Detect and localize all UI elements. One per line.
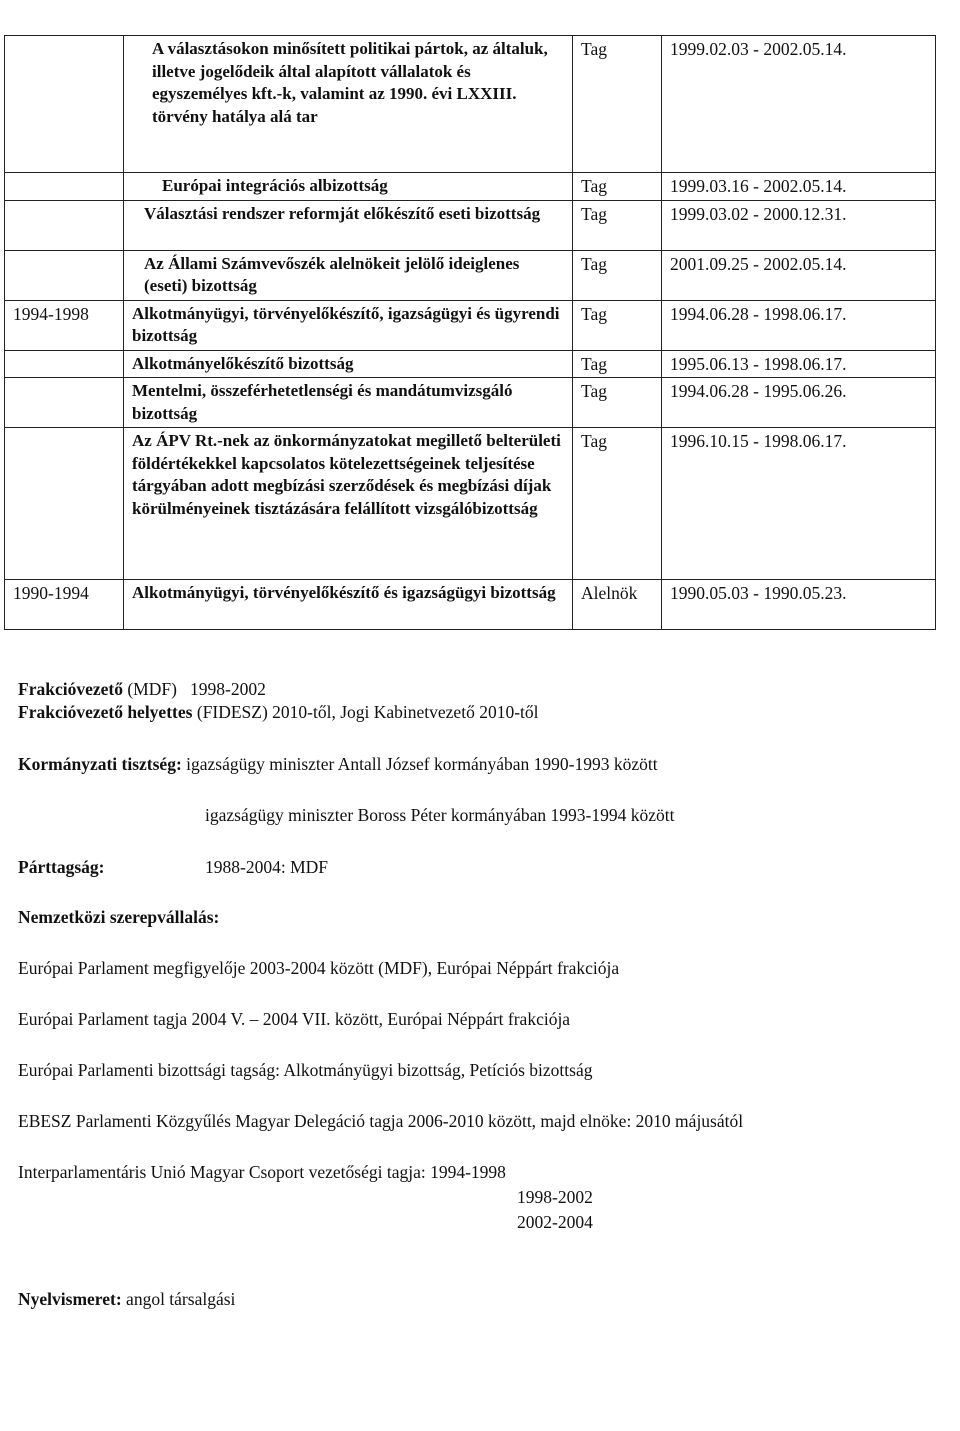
ipu-period: 2002-2004 xyxy=(517,1212,593,1232)
fraction-leader-text: (MDF) 1998-2002 xyxy=(122,679,266,699)
international-item: Európai Parlament tagja 2004 V. – 2004 VII. között, Európai Néppárt frakciója xyxy=(18,1009,571,1029)
language-label: Nyelvismeret: xyxy=(18,1289,122,1309)
committee-name: Választási rendszer reformját előkészítő eseti bizottság xyxy=(124,200,573,250)
table-row xyxy=(5,428,936,580)
period-cell xyxy=(5,428,124,580)
government-label: Kormányzati tisztség: xyxy=(18,754,182,774)
committee-name: Az ÁPV Rt.-nek az önkormányzatokat megillető belterületi földértékekkel kapcsolatos kötelezettségeinek teljesítése tárgyában adott megbízási szerződések és megbízási díjak körülményeinek tisztázására felállított vizsgálóbizottság xyxy=(124,428,573,580)
dates-cell: 1999.03.02 - 2000.12.31. xyxy=(662,200,936,250)
role-cell: Tag xyxy=(573,350,662,378)
international-item: EBESZ Parlamenti Közgyűlés Magyar Delegáció tagja 2006-2010 között, majd elnöke: 2010 májusától xyxy=(18,1111,744,1131)
committee-name: Alkotmányügyi, törvényelőkészítő és igazságügyi bizottság xyxy=(124,580,573,630)
role-cell: Tag xyxy=(573,173,662,201)
dates-cell: 1999.03.16 - 2002.05.14. xyxy=(662,173,936,201)
international-item: Európai Parlamenti bizottsági tagság: Alkotmányügyi bizottság, Petíciós bizottság xyxy=(18,1060,593,1080)
fraction-deputy-label: Frakcióvezető helyettes xyxy=(18,702,193,722)
government-line1: igazságügy miniszter Antall József kormányában 1990-1993 között xyxy=(181,754,658,774)
role-cell: Tag xyxy=(573,300,662,350)
committee-table xyxy=(4,35,936,630)
committee-name: Az Állami Számvevőszék alelnökeit jelölő ideiglenes (eseti) bizottság xyxy=(124,250,573,300)
table-row xyxy=(5,300,936,350)
role-cell: Alelnök xyxy=(573,580,662,630)
fraction-deputy-text: (FIDESZ) 2010-től, Jogi Kabinetvezető 2010-től xyxy=(192,702,539,722)
language-value: angol társalgási xyxy=(121,1289,236,1309)
table-row xyxy=(5,250,936,300)
fraction-leader-line xyxy=(18,678,266,700)
committee-name: Mentelmi, összeférhetetlenségi és mandátumvizsgáló bizottság xyxy=(124,378,573,428)
committee-name: Európai integrációs albizottság xyxy=(124,173,573,201)
dates-cell: 2001.09.25 - 2002.05.14. xyxy=(662,250,936,300)
international-item: Európai Parlament megfigyelője 2003-2004 között (MDF), Európai Néppárt frakciója xyxy=(18,958,620,978)
party-value: 1988-2004: MDF xyxy=(205,857,328,877)
dates-cell: 1994.06.28 - 1995.06.26. xyxy=(662,378,936,428)
party-label: Párttagság: xyxy=(18,857,105,877)
international-label: Nemzetközi szerepvállalás: xyxy=(18,907,220,927)
fraction-leader-label: Frakcióvezető xyxy=(18,679,123,699)
period-cell: 1994-1998 xyxy=(5,300,124,350)
period-cell xyxy=(5,200,124,250)
ipu-period: 1998-2002 xyxy=(517,1187,593,1207)
period-cell xyxy=(5,36,124,173)
dates-cell: 1999.02.03 - 2002.05.14. xyxy=(662,36,936,173)
role-cell: Tag xyxy=(573,250,662,300)
period-cell xyxy=(5,350,124,378)
period-cell xyxy=(5,378,124,428)
role-cell: Tag xyxy=(573,378,662,428)
committee-name: Alkotmányügyi, törvényelőkészítő, igazságügyi és ügyrendi bizottság xyxy=(124,300,573,350)
government-line xyxy=(18,753,658,775)
role-cell: Tag xyxy=(573,36,662,173)
dates-cell: 1990.05.03 - 1990.05.23. xyxy=(662,580,936,630)
committee-name: A választásokon minősített politikai pártok, az általuk, illetve jogelődeik által alapított vállalatok és egyszemélyes kft.-k, valamint az 1990. évi LXXIII. törvény hatálya alá tar xyxy=(124,36,573,173)
role-cell: Tag xyxy=(573,200,662,250)
period-cell: 1990-1994 xyxy=(5,580,124,630)
table-row xyxy=(5,350,936,378)
period-cell xyxy=(5,250,124,300)
ipu-line: Interparlamentáris Unió Magyar Csoport vezetőségi tagja: 1994-1998 xyxy=(18,1162,506,1182)
fraction-deputy-line xyxy=(18,701,539,723)
table-row xyxy=(5,173,936,201)
dates-cell: 1995.06.13 - 1998.06.17. xyxy=(662,350,936,378)
table-row xyxy=(5,580,936,630)
role-cell: Tag xyxy=(573,428,662,580)
table-row xyxy=(5,200,936,250)
dates-cell: 1996.10.15 - 1998.06.17. xyxy=(662,428,936,580)
language-line xyxy=(18,1288,235,1310)
committee-name: Alkotmányelőkészítő bizottság xyxy=(124,350,573,378)
dates-cell: 1994.06.28 - 1998.06.17. xyxy=(662,300,936,350)
table-row xyxy=(5,378,936,428)
table-row xyxy=(5,36,936,173)
government-line2: igazságügy miniszter Boross Péter kormányában 1993-1994 között xyxy=(205,805,675,825)
period-cell xyxy=(5,173,124,201)
